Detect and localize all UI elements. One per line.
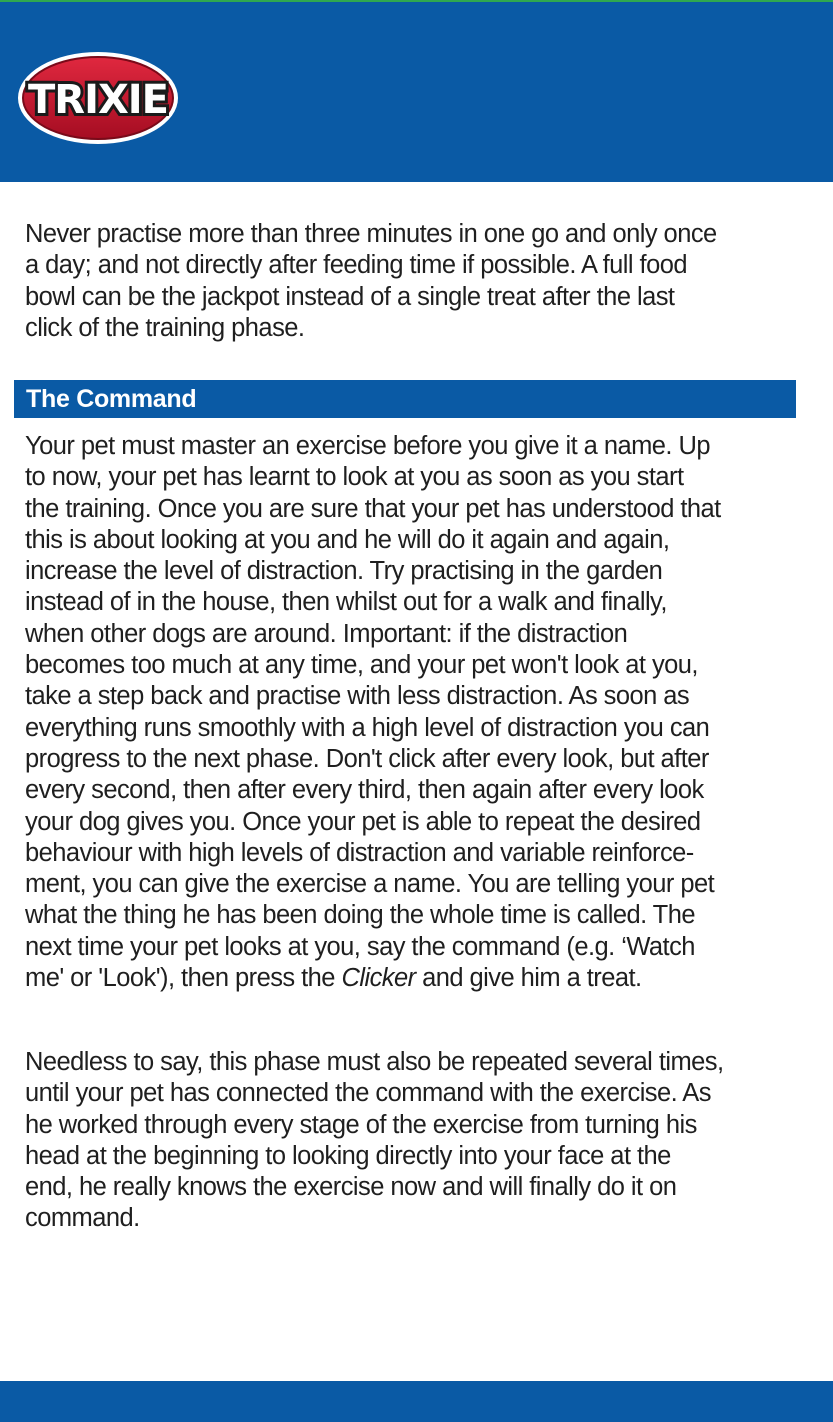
trixie-logo <box>15 48 181 148</box>
command-paragraph-1 <box>25 431 815 994</box>
logo-wordmark: TRIXIE <box>27 77 169 123</box>
command-body <box>25 431 815 994</box>
intro-paragraph: Never practise more than three minutes in one go and only once a day; and not directly after feeding time if possible. A full food bowl can be the jackpot instead of a single treat after the last click of the training phase. <box>25 220 717 342</box>
command-paragraph-2: Needless to say, this phase must also be repeated several times, until your pet has connected the command with the exercise. As he worked through every stage of the exercise from turning his head at the beginning to looking directly into your face at the end, he really knows the exercise now and will finally do it on command. <box>25 1048 724 1233</box>
intro-block <box>25 219 800 344</box>
header-bar <box>0 2 833 182</box>
clicker-term: Clicker <box>341 964 416 993</box>
command-paragraph-1-text: Your pet must master an exercise before you give it a name. Up to now, your pet has learnt to look at you as soon as you start the training. Once you are sure that your pet has understood that this is about looking at you and he will do it again and again, increase the level of distraction. Try practising in the garden instead of in the house, then whilst out for a walk and finally, when other dogs are around. Important: if the distraction becomes too much at any time, and your pet won't look at you, take a step back and practise with less distraction. As soon as everything runs smoothly with a high level of distraction you can progress to the next phase. Don't click after every look, but after every second, then after every third, then again after every look your dog gives you. Once your pet is able to repeat the desired behaviour with high levels of distraction and variable reinforce- ment, you can give the exercise a name. You are telling your pet what the thing he has been doing the whole time is called. The next time your pet looks at you, say the command (e.g. ‘Watch me' or 'Look'), then press the <box>25 432 721 993</box>
command-body-2 <box>25 1047 805 1235</box>
section-heading: The Command <box>14 380 796 418</box>
command-paragraph-1-end: and give him a treat. <box>415 964 642 993</box>
trixie-logo-icon <box>15 48 181 148</box>
footer-bar <box>0 1381 833 1422</box>
